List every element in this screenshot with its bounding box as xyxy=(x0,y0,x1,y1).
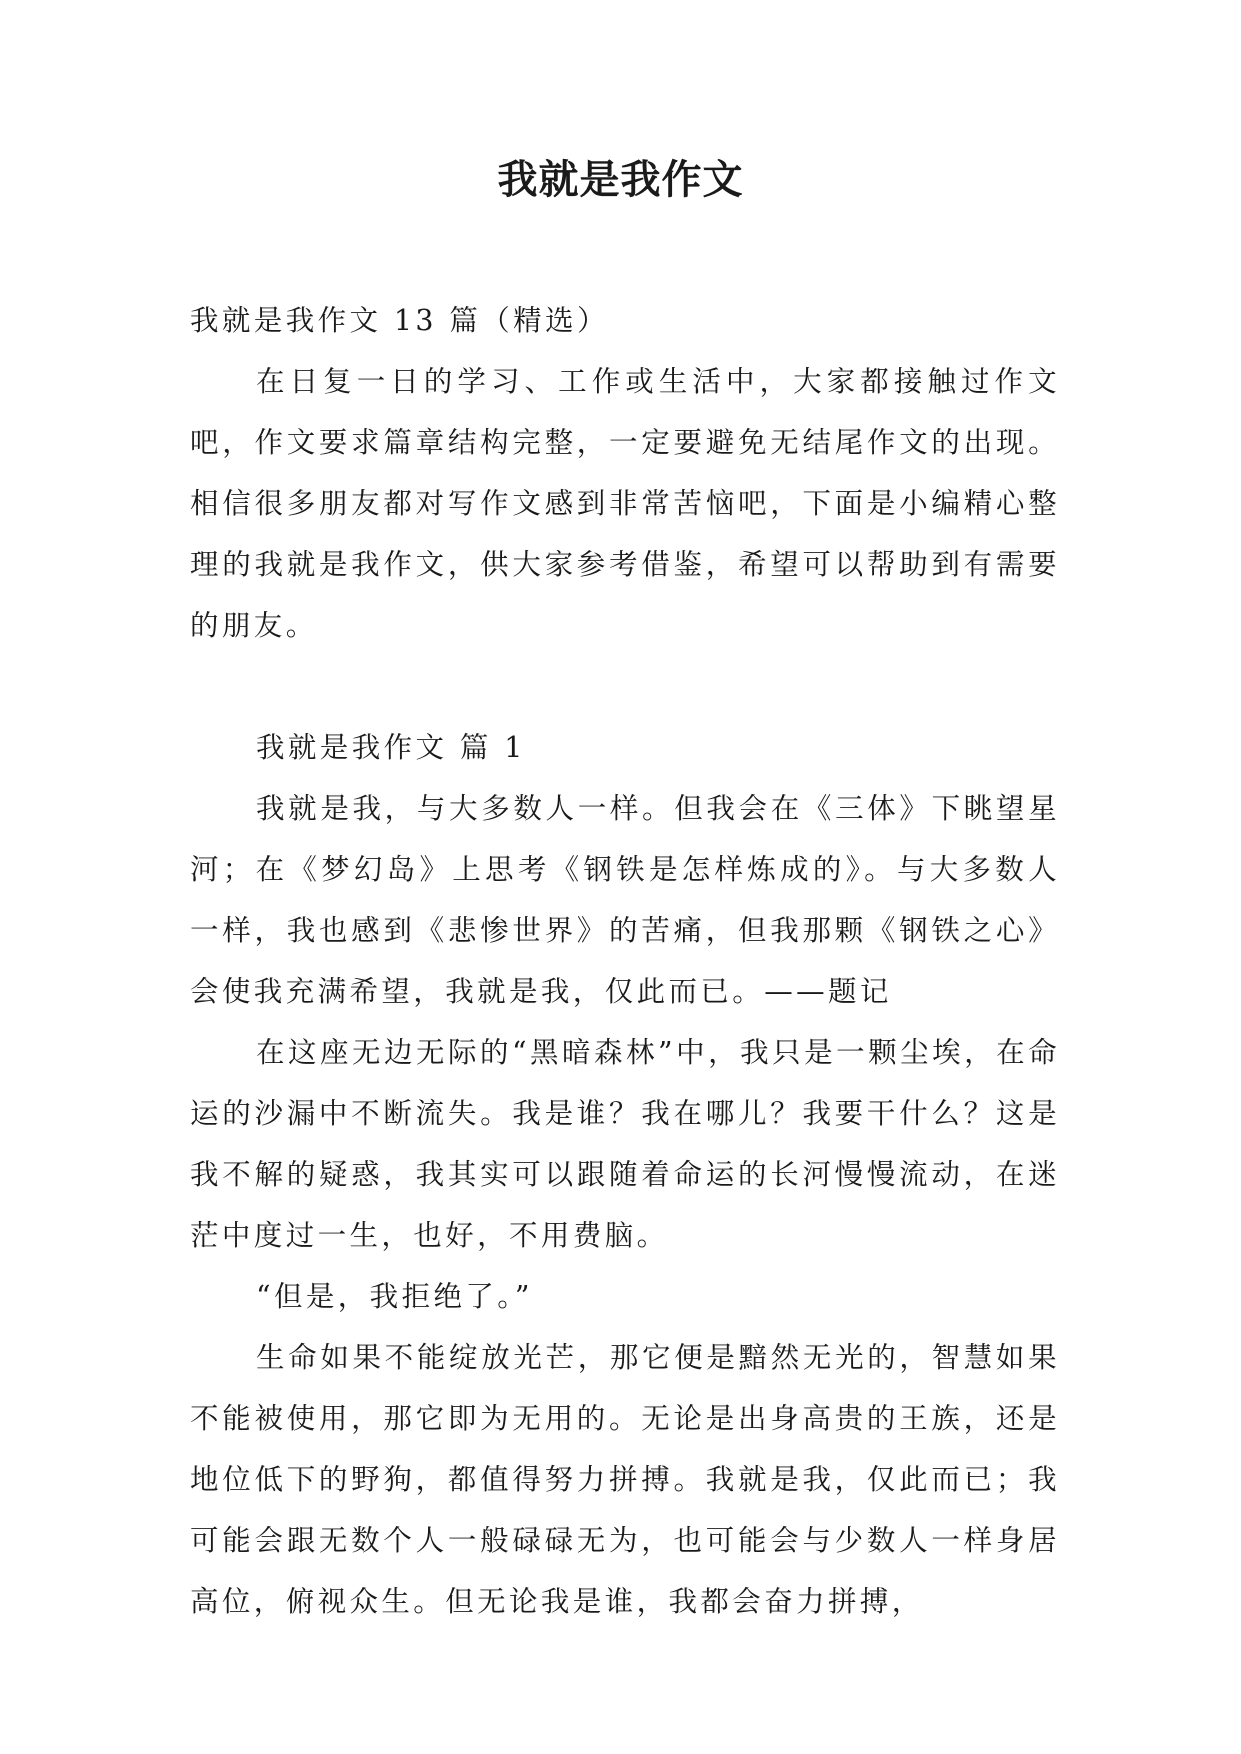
body-paragraph: 我就是我，与大多数人一样。但我会在《三体》下眺望星河；在《梦幻岛》上思考《钢铁是怎样炼成的》。与大多数人一样，我也感到《悲惨世界》的苦痛，但我那颗《钢铁之心》会使我充满希望，我就是我，仅此而已。——题记 xyxy=(190,792,1060,1008)
body-paragraph: 在这座无边无际的“黑暗森林”中，我只是一颗尘埃，在命运的沙漏中不断流失。我是谁？我在哪儿？我要干什么？这是我不解的疑惑，我其实可以跟随着命运的长河慢慢流动，在迷茫中度过一生，也好，不用费脑。 xyxy=(190,1036,1060,1252)
document-title: 我就是我作文 xyxy=(497,157,744,203)
document-subtitle: 我就是我作文 13 篇（精选） xyxy=(190,304,609,337)
intro-paragraph: 在日复一日的学习、工作或生活中，大家都接触过作文吧，作文要求篇章结构完整，一定要避免无结尾作文的出现。相信很多朋友都对写作文感到非常苦恼吧，下面是小编精心整理的我就是我作文，供大家参考借鉴，希望可以帮助到有需要的朋友。 xyxy=(190,365,1060,642)
document-body xyxy=(190,290,1060,1632)
body-paragraph: 生命如果不能绽放光芒，那它便是黯然无光的，智慧如果不能被使用，那它即为无用的。无论是出身高贵的王族，还是地位低下的野狗，都值得努力拼搏。我就是我，仅此而已；我可能会跟无数个人一般碌碌无为，也可能会与少数人一样身居高位，俯视众生。但无论我是谁，我都会奋力拼搏， xyxy=(190,1341,1060,1618)
body-paragraph: “但是，我拒绝了。” xyxy=(256,1280,533,1313)
paragraph-spacer xyxy=(190,656,1060,717)
section-heading: 我就是我作文 篇 1 xyxy=(256,731,526,764)
